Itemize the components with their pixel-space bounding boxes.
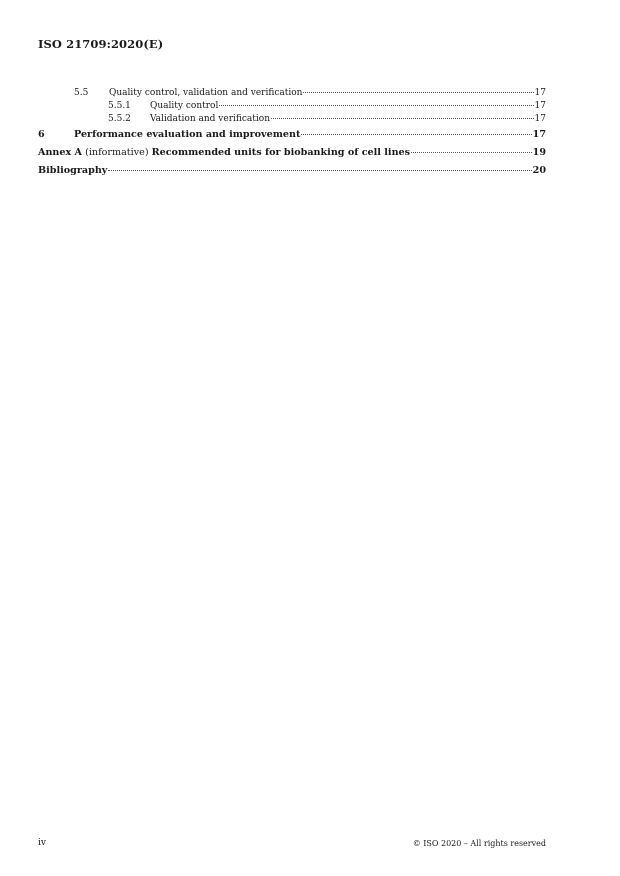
dot-leader xyxy=(411,152,532,153)
toc-entry-title: Quality control, validation and verification xyxy=(109,88,303,98)
toc-entry-5-5[interactable] xyxy=(38,87,546,100)
dot-leader xyxy=(301,134,531,135)
toc-entry-page: 20 xyxy=(532,165,546,176)
document-header: ISO 21709:2020(E) xyxy=(38,37,164,51)
annex-title: Recommended units for biobanking of cell lines xyxy=(151,147,411,158)
toc-entry-page: 17 xyxy=(534,114,546,124)
toc-entry-5-5-1[interactable] xyxy=(38,100,546,113)
table-of-contents xyxy=(38,87,546,180)
toc-entry-annex-a[interactable] xyxy=(38,144,546,162)
page-number: iv xyxy=(38,838,46,848)
toc-entry-number: 5.5 xyxy=(74,88,89,98)
toc-entry-5-5-2[interactable] xyxy=(38,113,546,126)
toc-entry-page: 17 xyxy=(532,129,546,140)
toc-entry-number: 5.5.1 xyxy=(108,101,131,111)
dot-leader xyxy=(108,170,531,171)
toc-entry-bibliography[interactable] xyxy=(38,162,546,180)
toc-entry-page: 17 xyxy=(534,101,546,111)
annex-label: Annex A xyxy=(38,147,83,158)
dot-leader xyxy=(271,118,534,119)
toc-entry-6[interactable] xyxy=(38,126,546,144)
toc-entry-number: 6 xyxy=(38,129,45,140)
toc-entry-number: 5.5.2 xyxy=(108,114,131,124)
dot-leader xyxy=(303,92,533,93)
toc-entry-page: 19 xyxy=(532,147,546,158)
toc-entry-title: Bibliography xyxy=(38,165,108,176)
copyright-notice: © ISO 2020 – All rights reserved xyxy=(412,839,546,848)
toc-entry-title: Performance evaluation and improvement xyxy=(74,129,301,140)
toc-entry-title: Quality control xyxy=(150,101,219,111)
toc-entry-title: Validation and verification xyxy=(150,114,270,124)
toc-entry-page: 17 xyxy=(534,88,546,98)
dot-leader xyxy=(219,105,533,106)
annex-note: (informative) xyxy=(85,147,149,158)
